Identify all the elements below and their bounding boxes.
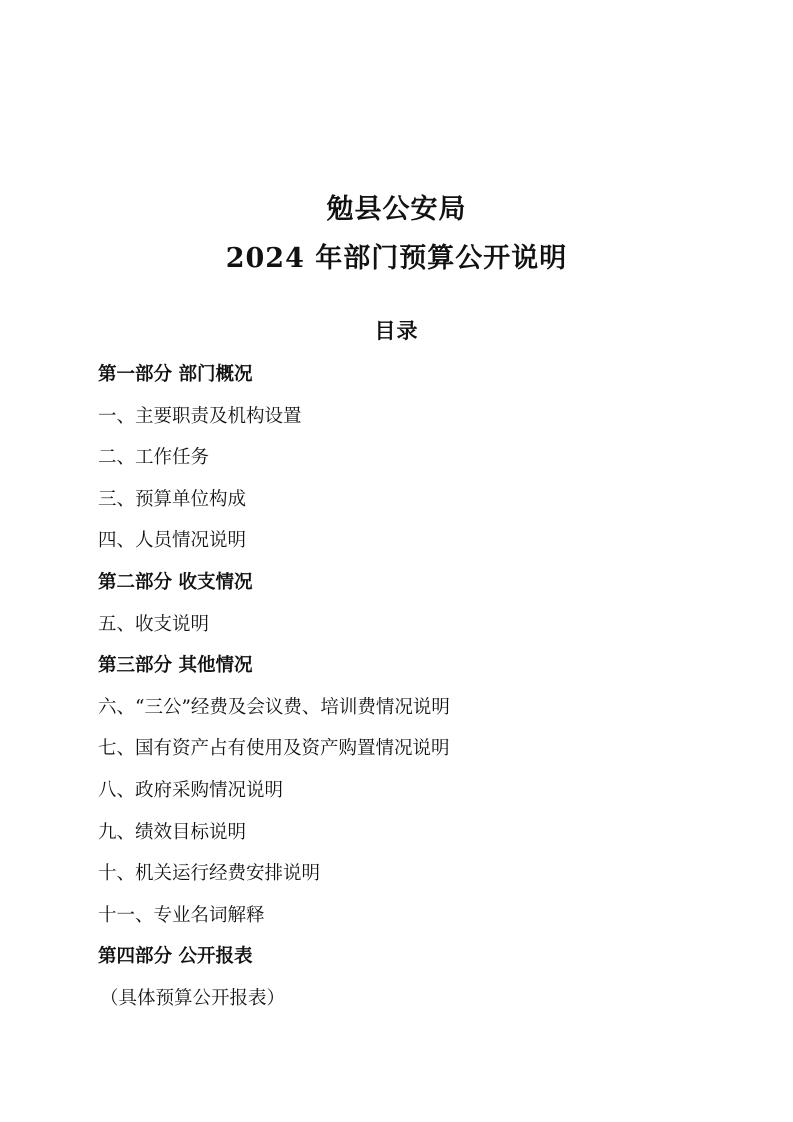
toc-item-11: 十一、专业名词解释 [98, 904, 265, 926]
toc-part-2: 第二部分 收支情况 [98, 571, 253, 593]
toc-item-3: 三、预算单位构成 [98, 488, 247, 510]
toc-part-4: 第四部分 公开报表 [98, 946, 253, 968]
toc-item-8: 八、政府采购情况说明 [98, 779, 284, 801]
table-of-contents [98, 361, 738, 1027]
document-title-line1: 勉县公安局 [326, 194, 467, 225]
toc-part-1: 第一部分 部门概况 [98, 364, 253, 385]
toc-item-12: （具体预算公开报表） [100, 987, 286, 1009]
toc-item-7: 七、国有资产占有使用及资产购置情况说明 [98, 738, 450, 760]
toc-item-1: 一、主要职责及机构设置 [98, 405, 302, 427]
toc-part-3: 第三部分 其他情况 [98, 655, 253, 677]
toc-item-4: 四、人员情况说明 [98, 530, 247, 552]
toc-item-10: 十、机关运行经费安排说明 [98, 863, 321, 885]
toc-item-2: 二、工作任务 [98, 447, 210, 469]
toc-item-6: 六、“三公”经费及会议费、培训费情况说明 [98, 696, 450, 718]
document-title-line2: 2024 年部门预算公开说明 [225, 243, 568, 274]
toc-item-5: 五、收支说明 [98, 613, 210, 635]
toc-item-9: 九、绩效目标说明 [98, 821, 247, 843]
toc-heading: 目录 [374, 318, 419, 343]
